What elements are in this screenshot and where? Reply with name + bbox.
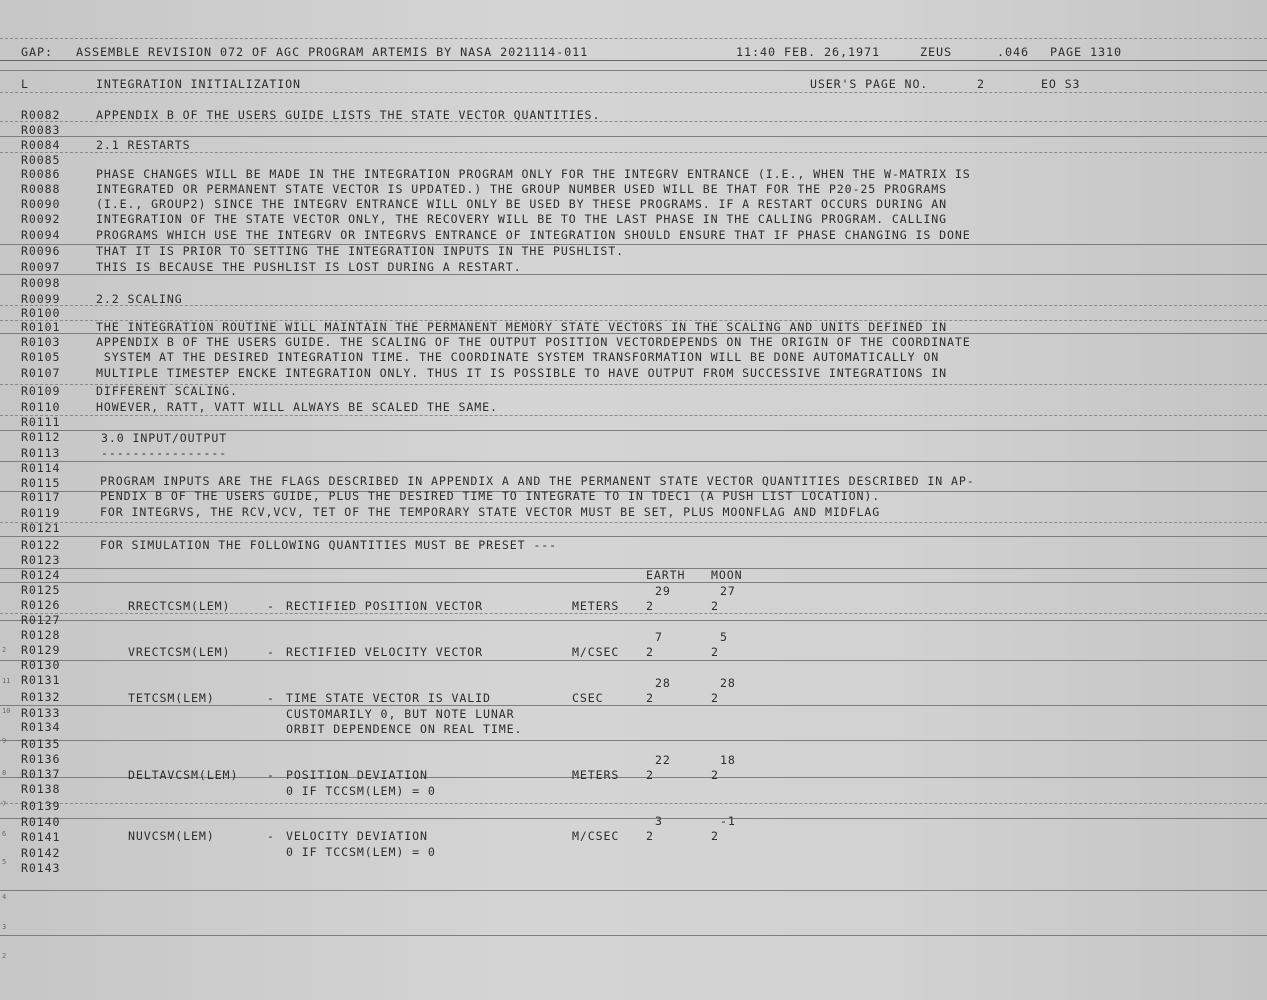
header-host: ZEUS [920, 45, 953, 59]
margin-mark: 3 [2, 923, 7, 931]
sequence-number: R0127 [21, 613, 61, 627]
ruled-line [0, 136, 1267, 137]
quantity-note: ORBIT DEPENDENCE ON REAL TIME. [286, 722, 523, 736]
ruled-line [0, 92, 1267, 93]
user-page-number: 2 [977, 77, 985, 91]
ruled-line [0, 152, 1267, 153]
line-r0103: APPENDIX B OF THE USERS GUIDE. THE SCALING OF THE OUTPUT POSITION VECTORDEPENDS ON THE ORIGIN OF THE COORDINATE [96, 335, 971, 349]
header-prefix: GAP: [21, 45, 54, 59]
section-ref: EO S3 [1041, 77, 1081, 91]
sequence-number: R0105 [21, 350, 61, 364]
section-marker: L [21, 77, 29, 91]
line-r0099: 2.2 SCALING [96, 292, 183, 306]
line-r0119: FOR INTEGRVS, THE RCV,VCV, TET OF THE TEMPORARY STATE VECTOR MUST BE SET, PLUS MOONFLAG AND MIDFLAG [100, 505, 881, 519]
ruled-line [0, 522, 1267, 523]
quantity-name: RRECTCSM(LEM) [128, 599, 231, 613]
line-r0084: 2.1 RESTARTS [96, 138, 191, 152]
sequence-number: R0092 [21, 212, 61, 226]
moon-scale-exponent: 27 [720, 584, 736, 598]
earth-scale-exponent: 22 [655, 753, 671, 767]
ruled-line [0, 705, 1267, 706]
sequence-number: R0143 [21, 861, 61, 875]
moon-scale-exponent: 5 [720, 630, 728, 644]
sequence-number: R0132 [21, 690, 61, 704]
earth-scale-exponent: 7 [655, 630, 663, 644]
quantity-name: TETCSM(LEM) [128, 691, 215, 705]
ruled-line [0, 70, 1267, 71]
earth-scale-base: 2 [646, 691, 654, 705]
sequence-number: R0131 [21, 673, 61, 687]
sequence-number: R0133 [21, 706, 61, 720]
margin-mark: 2 [2, 646, 7, 654]
line-r0092: INTEGRATION OF THE STATE VECTOR ONLY, THE RECOVERY WILL BE TO THE LAST PHASE IN THE CALLING PROGRAM. CALLING [96, 212, 948, 226]
quantity-unit: M/CSEC [572, 645, 620, 659]
ruled-line [0, 305, 1267, 306]
sequence-number: R0125 [21, 583, 61, 597]
line-r0096: THAT IT IS PRIOR TO SETTING THE INTEGRATION INPUTS IN THE PUSHLIST. [96, 244, 624, 258]
sequence-number: R0085 [21, 153, 61, 167]
sequence-number: R0112 [21, 430, 61, 444]
sequence-number: R0134 [21, 720, 61, 734]
sequence-number: R0137 [21, 767, 61, 781]
margin-mark: 7 [2, 800, 7, 808]
header-code: .046 [997, 45, 1030, 59]
sequence-number: R0090 [21, 197, 61, 211]
ruled-line [0, 415, 1267, 416]
earth-scale-base: 2 [646, 768, 654, 782]
line-r0086: PHASE CHANGES WILL BE MADE IN THE INTEGRATION PROGRAM ONLY FOR THE INTEGRV ENTRANCE (I.E., WHEN THE W-MATRIX IS [96, 167, 971, 181]
margin-mark: 10 [2, 707, 11, 715]
ruled-line [0, 613, 1267, 614]
sequence-number: R0128 [21, 628, 61, 642]
earth-scale-base: 2 [646, 645, 654, 659]
ruled-line [0, 935, 1267, 936]
quantity-description: RECTIFIED VELOCITY VECTOR [286, 645, 484, 659]
ruled-line [0, 818, 1267, 819]
col-earth-header: EARTH [646, 568, 686, 582]
ruled-line [0, 660, 1267, 661]
margin-mark: 5 [2, 858, 7, 866]
sequence-number: R0111 [21, 415, 61, 429]
quantity-dash: - [267, 599, 275, 613]
quantity-description: POSITION DEVIATION [286, 768, 428, 782]
quantity-unit: M/CSEC [572, 829, 620, 843]
sequence-number: R0139 [21, 799, 61, 813]
quantity-unit: METERS [572, 768, 620, 782]
earth-scale-base: 2 [646, 599, 654, 613]
header-assembly: ASSEMBLE REVISION 072 OF AGC PROGRAM ARTEMIS BY NASA 2021114-011 [76, 45, 589, 59]
quantity-unit: CSEC [572, 691, 604, 705]
sequence-number: R0088 [21, 182, 61, 196]
line-r0107: MULTIPLE TIMESTEP ENCKE INTEGRATION ONLY. THUS IT IS POSSIBLE TO HAVE OUTPUT FROM SUCCESSIVE INTEGRATIONS IN [96, 366, 948, 380]
sequence-number: R0114 [21, 461, 61, 475]
line-r0105: SYSTEM AT THE DESIRED INTEGRATION TIME. THE COORDINATE SYSTEM TRANSFORMATION WILL BE DONE AUTOMATICALLY ON [96, 350, 940, 364]
margin-mark: 6 [2, 830, 7, 838]
margin-mark: 4 [2, 893, 7, 901]
margin-mark: 2 [2, 952, 7, 960]
sequence-number: R0129 [21, 643, 61, 657]
quantity-name: VRECTCSM(LEM) [128, 645, 231, 659]
quantity-dash: - [267, 768, 275, 782]
margin-mark: 8 [2, 769, 7, 777]
sequence-number: R0083 [21, 123, 61, 137]
ruled-line [0, 620, 1267, 621]
moon-scale-base: 2 [711, 691, 719, 705]
margin-mark: 9 [2, 737, 7, 745]
sequence-number: R0119 [21, 506, 61, 520]
line-r0109: DIFFERENT SCALING. [96, 384, 238, 398]
line-r0112: 3.0 INPUT/OUTPUT [101, 431, 228, 445]
quantity-name: NUVCSM(LEM) [128, 829, 215, 843]
sequence-number: R0135 [21, 737, 61, 751]
quantity-description: VELOCITY DEVIATION [286, 829, 428, 843]
sequence-number: R0126 [21, 598, 61, 612]
moon-scale-base: 2 [711, 599, 719, 613]
quantity-name: DELTAVCSM(LEM) [128, 768, 239, 782]
sequence-number: R0136 [21, 752, 61, 766]
sequence-number: R0141 [21, 830, 61, 844]
line-r0088: INTEGRATED OR PERMANENT STATE VECTOR IS UPDATED.) THE GROUP NUMBER USED WILL BE THAT FOR THE P20-25 PROGRAMS [96, 182, 948, 196]
section-title: INTEGRATION INITIALIZATION [96, 77, 301, 91]
header-page: PAGE 1310 [1050, 45, 1123, 59]
sequence-number: R0109 [21, 384, 61, 398]
line-r0094: PROGRAMS WHICH USE THE INTEGRV OR INTEGRVS ENTRANCE OF INTEGRATION SHOULD ENSURE THAT IF PHASE CHANGING IS DONE [96, 228, 971, 242]
line-r0097: THIS IS BECAUSE THE PUSHLIST IS LOST DURING A RESTART. [96, 260, 522, 274]
sequence-number: R0103 [21, 335, 61, 349]
sequence-number: R0138 [21, 782, 61, 796]
col-moon-header: MOON [711, 568, 743, 582]
sequence-number: R0098 [21, 276, 61, 290]
sequence-number: R0097 [21, 260, 61, 274]
line-r0110: HOWEVER, RATT, VATT WILL ALWAYS BE SCALED THE SAME. [96, 400, 498, 414]
quantity-dash: - [267, 829, 275, 843]
sequence-number: R0121 [21, 521, 61, 535]
sequence-number: R0096 [21, 244, 61, 258]
earth-scale-exponent: 29 [655, 584, 671, 598]
quantity-dash: - [267, 691, 275, 705]
moon-scale-exponent: 18 [720, 753, 736, 767]
sequence-number: R0110 [21, 400, 61, 414]
sequence-number: R0099 [21, 292, 61, 306]
ruled-line [0, 274, 1267, 275]
sequence-number: R0140 [21, 815, 61, 829]
sequence-number: R0122 [21, 538, 61, 552]
line-r0115: PROGRAM INPUTS ARE THE FLAGS DESCRIBED IN APPENDIX A AND THE PERMANENT STATE VECTOR QUANTITIES DESCRIBED IN AP- [100, 474, 975, 488]
moon-scale-base: 2 [711, 829, 719, 843]
moon-scale-exponent: 28 [720, 676, 736, 690]
sequence-number: R0113 [21, 446, 61, 460]
sequence-number: R0117 [21, 490, 61, 504]
moon-scale-base: 2 [711, 645, 719, 659]
ruled-line [0, 568, 1267, 569]
earth-scale-exponent: 28 [655, 676, 671, 690]
line-r0090: (I.E., GROUP2) SINCE THE INTEGRV ENTRANCE WILL ONLY BE USED BY THESE PROGRAMS. IF A RESTART OCCURS DURING AN [96, 197, 948, 211]
quantity-note: 0 IF TCCSM(LEM) = 0 [286, 784, 436, 798]
line-r0101: THE INTEGRATION ROUTINE WILL MAINTAIN THE PERMANENT MEMORY STATE VECTORS IN THE SCALING AND UNITS DEFINED IN [96, 320, 948, 334]
line-r0122: FOR SIMULATION THE FOLLOWING QUANTITIES MUST BE PRESET --- [100, 538, 558, 552]
ruled-line [0, 803, 1267, 804]
quantity-dash: - [267, 645, 275, 659]
ruled-line [0, 536, 1267, 537]
quantity-description: RECTIFIED POSITION VECTOR [286, 599, 484, 613]
sequence-number: R0101 [21, 320, 61, 334]
ruled-line [0, 890, 1267, 891]
sequence-number: R0084 [21, 138, 61, 152]
header-time: 11:40 FEB. 26,1971 [736, 45, 881, 59]
quantity-note: 0 IF TCCSM(LEM) = 0 [286, 845, 436, 859]
ruled-line [0, 461, 1267, 462]
quantity-description: TIME STATE VECTOR IS VALID [286, 691, 491, 705]
user-page-label: USER'S PAGE NO. [810, 77, 929, 91]
margin-mark: 11 [2, 677, 11, 685]
ruled-line [0, 740, 1267, 741]
ruled-line [0, 38, 1267, 39]
sequence-number: R0142 [21, 846, 61, 860]
sequence-number: R0100 [21, 306, 61, 320]
header-rule [0, 60, 1267, 61]
sequence-number: R0082 [21, 108, 61, 122]
line-r0113: ---------------- [101, 446, 228, 460]
line-r0117: PENDIX B OF THE USERS GUIDE, PLUS THE DESIRED TIME TO INTEGRATE TO IN TDEC1 (A PUSH LIST LOCATION). [100, 489, 881, 503]
sequence-number: R0115 [21, 476, 61, 490]
earth-scale-exponent: 3 [655, 814, 663, 828]
earth-scale-base: 2 [646, 829, 654, 843]
moon-scale-exponent: -1 [720, 814, 736, 828]
quantity-note: CUSTOMARILY 0, BUT NOTE LUNAR [286, 707, 515, 721]
sequence-number: R0123 [21, 553, 61, 567]
sequence-number: R0107 [21, 366, 61, 380]
sequence-number: R0124 [21, 568, 61, 582]
sequence-number: R0130 [21, 658, 61, 672]
sequence-number: R0086 [21, 167, 61, 181]
ruled-line [0, 582, 1267, 583]
line-r0082: APPENDIX B OF THE USERS GUIDE LISTS THE STATE VECTOR QUANTITIES. [96, 108, 601, 122]
moon-scale-base: 2 [711, 768, 719, 782]
sequence-number: R0094 [21, 228, 61, 242]
quantity-unit: METERS [572, 599, 620, 613]
